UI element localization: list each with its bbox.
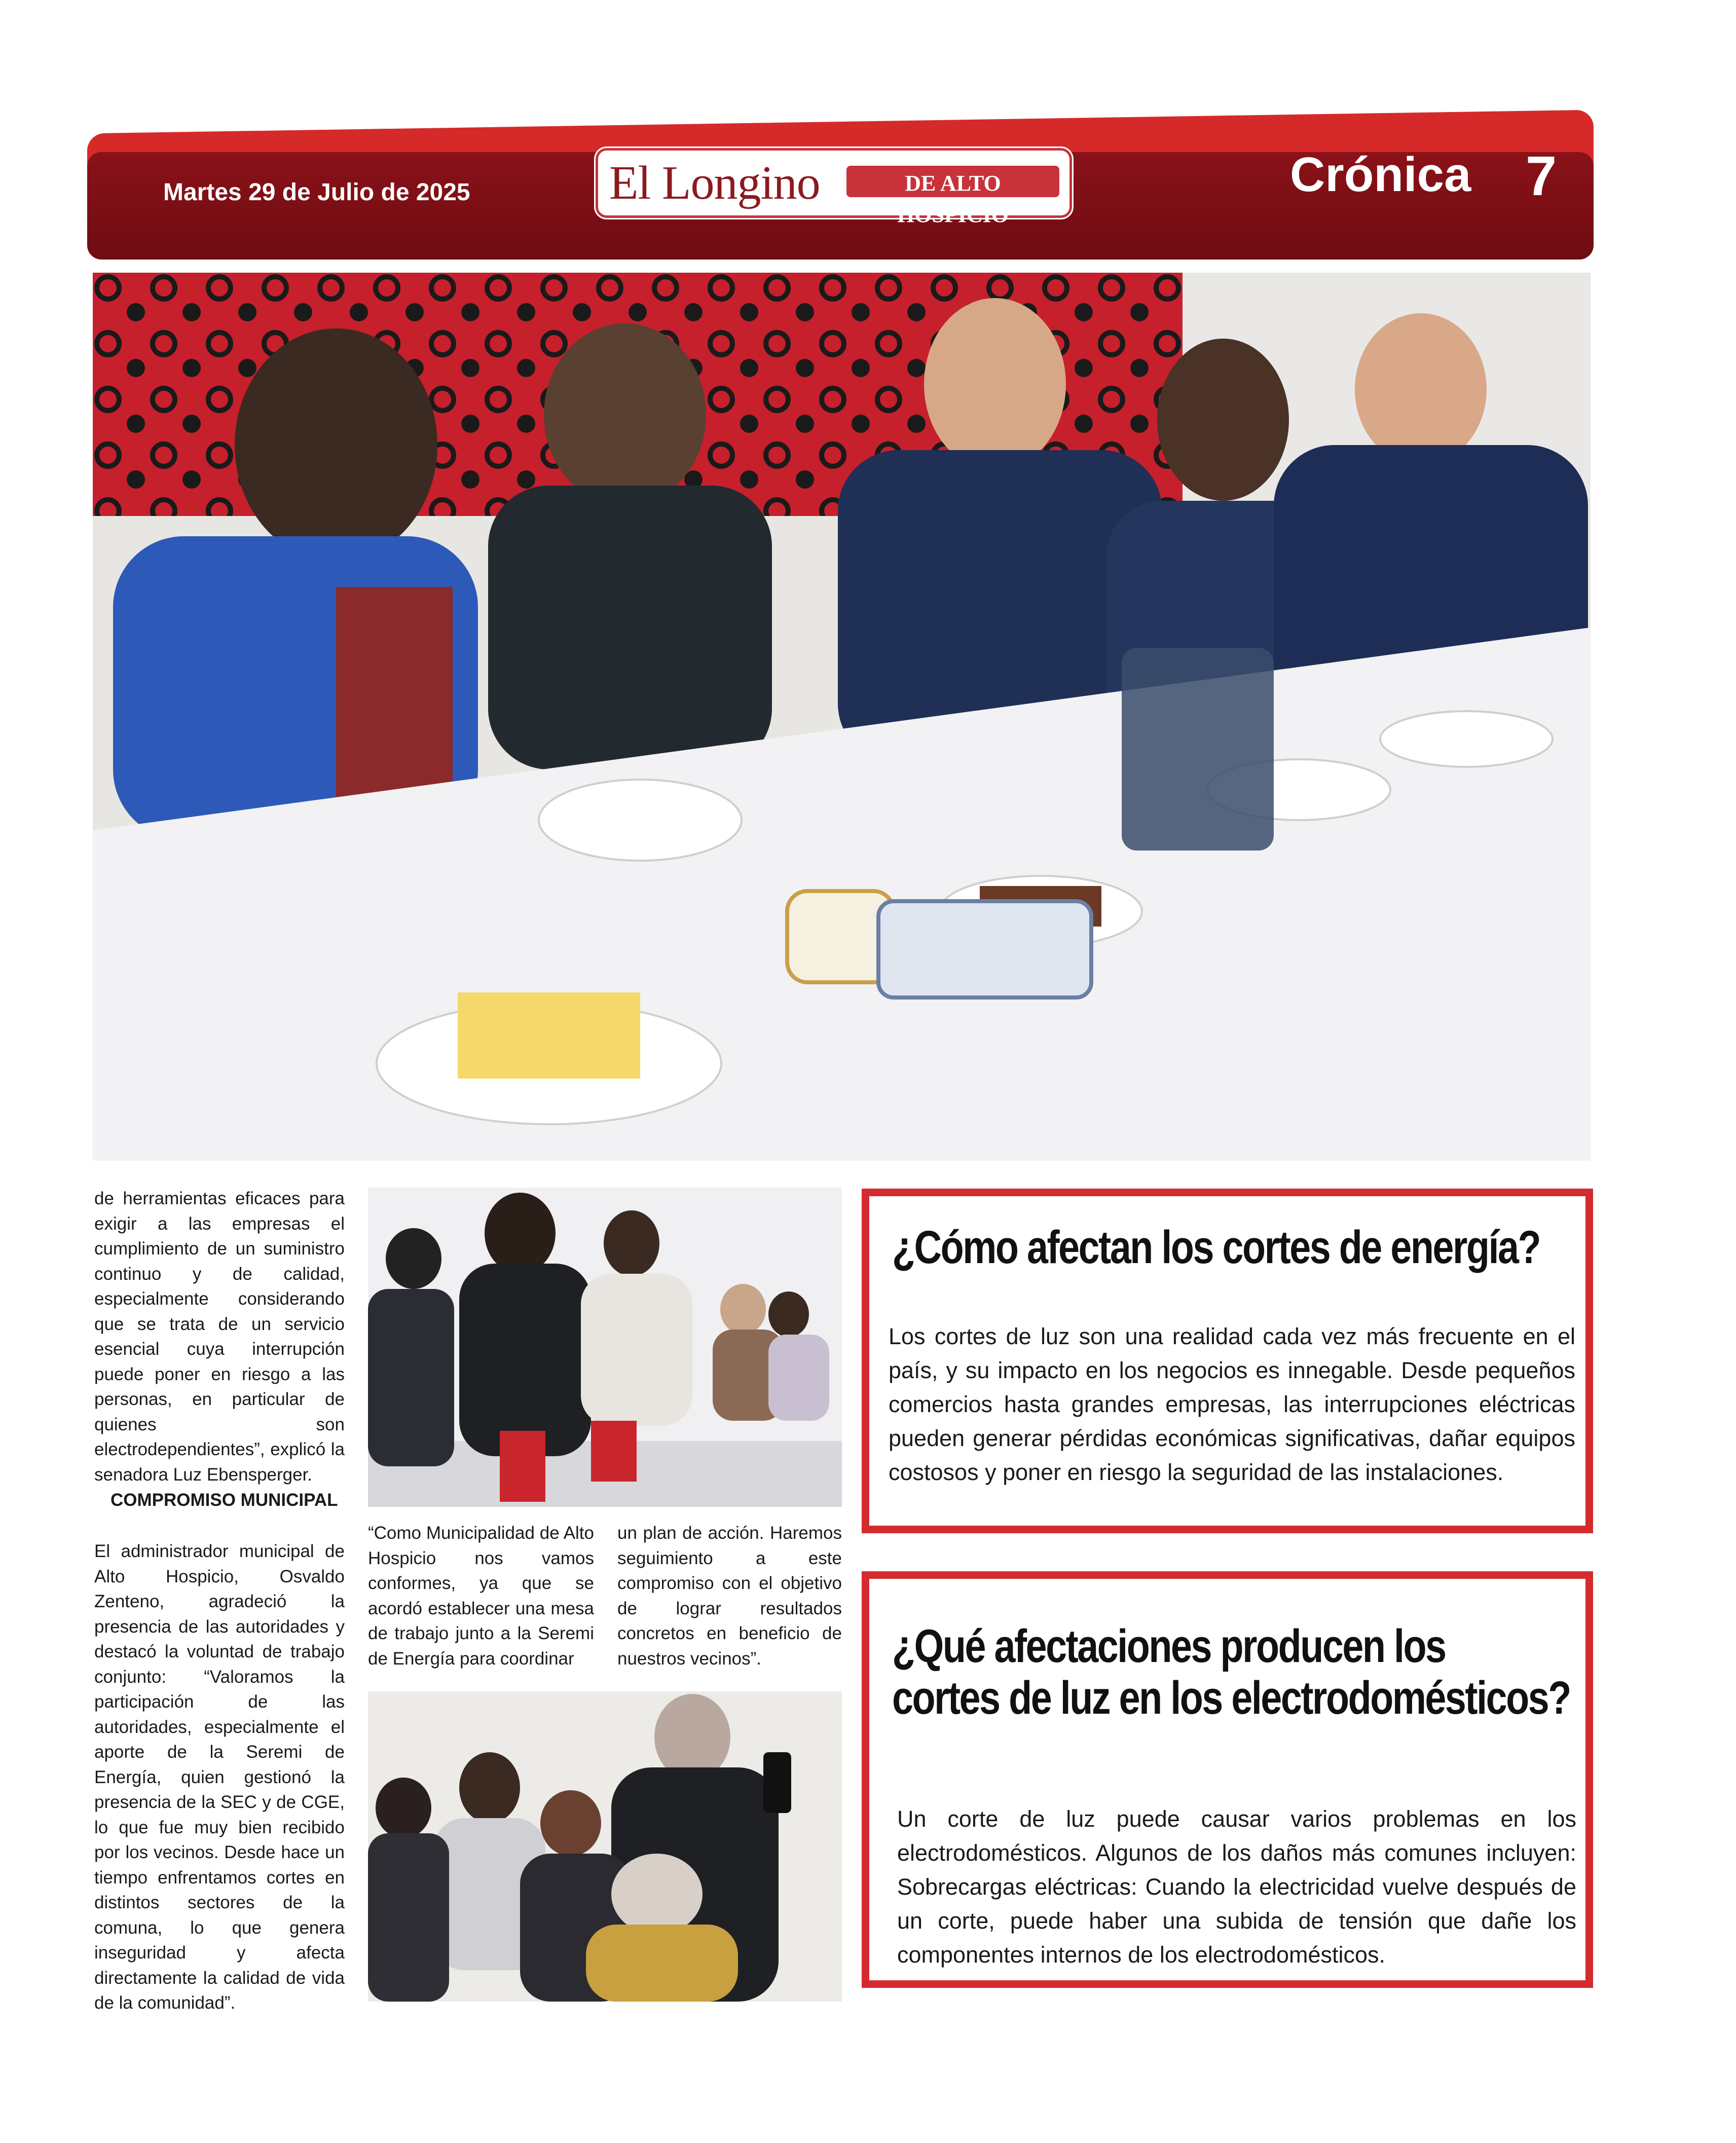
section-title: Crónica bbox=[1290, 147, 1471, 202]
photo-audience-1 bbox=[368, 1188, 842, 1507]
info-box-energy-cuts bbox=[862, 1189, 1593, 1533]
newspaper-logo bbox=[596, 148, 1072, 227]
logo-name: El Longino bbox=[609, 157, 820, 209]
photo-audience-2 bbox=[368, 1691, 842, 2002]
box2-title-line1: ¿Qué afectaciones producen los bbox=[892, 1620, 1446, 1672]
box1-title: ¿Cómo afectan los cortes de energía? bbox=[892, 1222, 1540, 1273]
box2-title-line2: cortes de luz en los electrodomésticos? bbox=[892, 1672, 1570, 1724]
article-col1b-text: El administrador municipal de Alto Hospicio, Osvaldo Zenteno, agradeció la presencia de las autoridades y destacó la voluntad de trabajo conjunto: “Valoramos la participación de las autoridades, especialmente el aporte de la Seremi de Energía, quien gestionó la presencia de la SEC y de CGE, lo que fue muy bien recibido por los vecinos. Desde hace un tiempo enfrentamos cortes en distintos sectores de la comuna, lo que genera inseguridad y afecta directamente la calidad de vida de la comunidad”. bbox=[94, 1541, 345, 2013]
logo-subtitle: DE ALTO HOSPICIO bbox=[846, 166, 1059, 197]
issue-date: Martes 29 de Julio de 2025 bbox=[163, 179, 470, 206]
subhead-compromiso: COMPROMISO MUNICIPAL bbox=[110, 1490, 338, 1510]
box2-body: Un corte de luz puede causar varios problemas en los electrodomésticos. Algunos de los daños más comunes incluyen: Sobrecargas eléctricas: Cuando la electricidad vuelve después de un corte, puede haber una subida de tensión que dañe los componentes internos de los electrodomésticos. bbox=[897, 1806, 1576, 1968]
article-col3-text: un plan de acción. Haremos seguimiento a este compromiso con el objetivo de lograr resultados concretos en beneficio de nuestros vecinos”. bbox=[617, 1523, 842, 1669]
info-box-appliances bbox=[862, 1571, 1593, 1988]
box1-body: Los cortes de luz son una realidad cada vez más frecuente en el país, y su impacto en los negocios es innegable. Desde pequeños comercios hasta grandes empresas, las interrupciones eléctricas pueden generar pérdidas económicas significativas, dañar equipos costosos y poner en riesgo la seguridad de las instalaciones. bbox=[889, 1323, 1575, 1485]
box2-title bbox=[892, 1620, 1570, 1724]
article-col2-text: “Como Municipalidad de Alto Hospicio nos vamos conformes, ya que se acordó establecer una mesa de trabajo junto a la Seremi de Energía para coordinar bbox=[368, 1523, 594, 1669]
page-number: 7 bbox=[1526, 145, 1557, 207]
main-photo-meeting bbox=[93, 273, 1591, 1161]
article-col1-text: de herramientas eficaces para exigir a las empresas el cumplimiento de un suministro continuo y de calidad, especialmente considerando que se trata de un servicio esencial cuya interrupción puede poner en riesgo a las personas, en particular de quienes son electrodependientes”, explicó la senadora Luz Ebensperger. bbox=[94, 1189, 345, 1485]
